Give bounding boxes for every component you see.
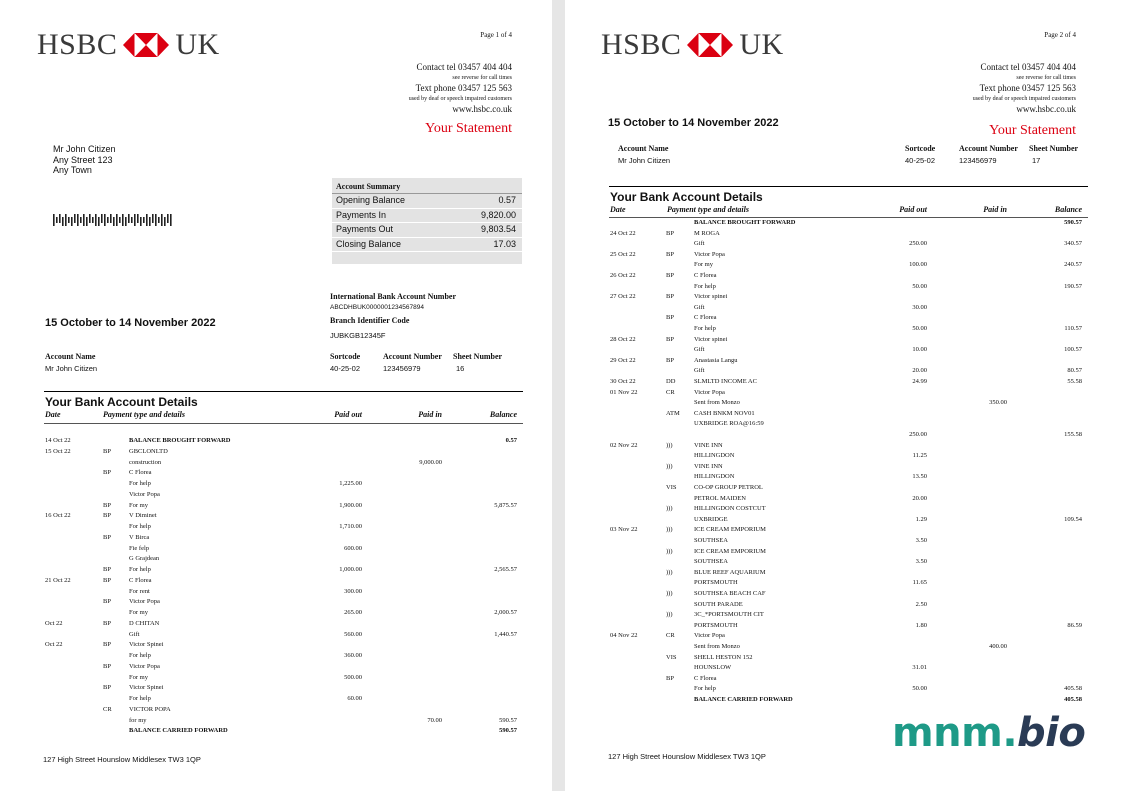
contact-block	[409, 62, 512, 115]
transaction-type: VIS	[666, 653, 677, 661]
transaction-balance: 405.58	[1064, 696, 1082, 703]
customer-address	[53, 144, 116, 176]
contact-web: www.hsbc.co.uk	[452, 104, 512, 114]
transaction-paid-out: 1,900.00	[339, 501, 362, 509]
transaction-paid-out: 10.00	[912, 346, 927, 354]
transaction-details: For help	[129, 523, 151, 530]
transaction-date: 02 Nov 22	[610, 441, 638, 449]
transaction-details: C Florea	[694, 674, 717, 682]
transaction-details: Victor Popa	[129, 598, 160, 606]
summary-label: Payments Out	[336, 224, 394, 234]
transaction-paid-out: 2.50	[915, 600, 927, 608]
transaction-details: Anastasia Langu	[694, 356, 738, 364]
transaction-details: for my	[129, 716, 147, 724]
watermark-logo	[892, 710, 1085, 756]
transaction-date: 27 Oct 22	[610, 293, 636, 301]
summary-row	[332, 238, 522, 253]
transaction-type: )))	[666, 590, 673, 597]
transaction-details: HOUNSLOW	[694, 664, 732, 672]
transaction-details: GBCLONLTD	[129, 447, 168, 455]
transaction-paid-in: 400.00	[989, 643, 1007, 650]
sheet-number-value: 16	[456, 364, 465, 373]
section-divider	[609, 186, 1088, 187]
postal-barcode-icon	[53, 212, 177, 228]
transaction-details: ICE CREAM EMPORIUM	[694, 547, 766, 555]
summary-row	[332, 223, 522, 238]
transaction-type: BP	[666, 314, 674, 322]
col-details: Payment type and details	[667, 205, 749, 214]
col-date: Date	[45, 410, 61, 419]
section-title: Your Bank Account Details	[610, 190, 763, 204]
transaction-paid-out: 11.65	[912, 579, 927, 587]
transaction-details: BALANCE BROUGHT FORWARD	[129, 437, 231, 444]
transaction-date: Oct 22	[45, 641, 63, 649]
transaction-details: VICTOR POPA	[129, 705, 171, 713]
transaction-type: CR	[103, 705, 112, 713]
transaction-type: BP	[103, 501, 111, 509]
transaction-details: BLUE REEF AQUARIUM	[694, 568, 766, 576]
transaction-type: BP	[103, 566, 111, 573]
transaction-details: ICE CREAM EMPORIUM	[694, 526, 766, 534]
transaction-paid-out: 3.50	[915, 558, 927, 566]
transaction-details: UXBRIDGE ROA@16:59	[694, 420, 764, 428]
transaction-details: CASH BNKM NOV01	[694, 409, 755, 417]
transaction-details: C Florea	[694, 314, 717, 322]
transaction-type: BP	[103, 598, 111, 606]
transaction-details: SHELL HESTON 152	[694, 653, 753, 661]
transaction-type: ATM	[666, 409, 680, 417]
statement-period: 15 October to 14 November 2022	[45, 317, 216, 329]
transaction-details: Gift	[694, 240, 705, 248]
transaction-details: SOUTH PARADE	[694, 600, 743, 608]
transaction-paid-out: 11.25	[912, 452, 927, 460]
transaction-details: For my	[129, 609, 148, 616]
transaction-paid-out: 100.00	[909, 261, 927, 269]
col-paid-in: Paid in	[983, 205, 1007, 214]
sortcode-value: 40-25-02	[330, 364, 361, 373]
watermark-part1: mnm.	[892, 710, 1018, 756]
statement-title: Your Statement	[989, 123, 1076, 138]
transaction-date: 04 Nov 22	[610, 632, 638, 640]
transaction-details: Victor Spinei	[129, 641, 164, 649]
transaction-paid-out: 360.00	[344, 652, 362, 659]
contact-tel: Contact tel 03457 404 404	[980, 62, 1076, 72]
address-line: Any Street 123	[53, 154, 113, 165]
footer-address: 127 High Street Hounslow Middlesex TW3 1QP	[43, 755, 201, 764]
transaction-date: 03 Nov 22	[610, 526, 638, 534]
transaction-details: SLMLTD INCOME AC	[694, 378, 757, 385]
transaction-paid-out: 250.00	[909, 431, 927, 438]
transaction-details: Gift	[694, 367, 705, 375]
footer-address: 127 High Street Hounslow Middlesex TW3 1QP	[608, 752, 766, 761]
statement-period: 15 October to 14 November 2022	[608, 117, 779, 129]
transaction-details: For help	[129, 480, 151, 487]
logo-text-left: HSBC	[37, 28, 118, 61]
bic-label: Branch Identifier Code	[330, 316, 410, 325]
transaction-details: SOUTHSEA BEACH CAF	[694, 590, 766, 597]
transaction-details: Victor Popa	[694, 388, 725, 396]
transaction-type: BP	[103, 469, 111, 477]
transaction-details: HILLINGDON COSTCUT	[694, 505, 766, 513]
transaction-paid-out: 1.80	[915, 621, 927, 629]
statement-title: Your Statement	[425, 121, 512, 136]
transaction-paid-out: 265.00	[344, 609, 362, 616]
transaction-details: For help	[694, 282, 716, 290]
transaction-type: )))	[666, 441, 673, 449]
transaction-type: BP	[103, 447, 111, 455]
transaction-type: BP	[666, 335, 674, 343]
transaction-paid-out: 20.00	[912, 367, 927, 375]
account-name-value: Mr John Citizen	[45, 364, 98, 373]
transaction-details: For help	[129, 652, 151, 659]
transaction-paid-out: 60.00	[347, 695, 362, 702]
transaction-type: BP	[666, 356, 674, 364]
transaction-details: For help	[694, 325, 716, 332]
hsbc-logo	[37, 28, 220, 62]
hsbc-hexagon-icon	[123, 33, 169, 57]
account-number-label: Account Number	[959, 144, 1018, 153]
transaction-date: 30 Oct 22	[610, 378, 636, 385]
transaction-paid-in: 350.00	[989, 399, 1007, 407]
transaction-details: D CHITAN	[129, 619, 160, 627]
transaction-details: Fie felp	[129, 544, 150, 552]
transaction-date: 21 Oct 22	[45, 576, 71, 584]
transaction-type: BP	[103, 684, 111, 692]
transaction-details: G Grajdean	[129, 555, 160, 563]
transaction-balance: 2,000.57	[494, 609, 517, 616]
transaction-details: C Florea	[129, 469, 152, 477]
col-date: Date	[610, 205, 626, 214]
transaction-balance: 590.57	[499, 727, 517, 735]
transaction-paid-out: 30.00	[912, 303, 927, 311]
transaction-paid-in: 9,000.00	[419, 458, 442, 466]
transaction-details: For help	[129, 695, 151, 702]
contact-textphone-note: used by deaf or speech impaired customers	[408, 95, 512, 102]
transaction-details: C Florea	[129, 576, 152, 584]
transaction-paid-out: 560.00	[344, 630, 362, 638]
transaction-details: Sent from Monzo	[694, 643, 740, 650]
header-divider	[609, 217, 1088, 218]
transaction-balance: 405.58	[1064, 685, 1082, 693]
transaction-balance: 86.59	[1067, 621, 1082, 629]
col-balance: Balance	[489, 410, 517, 419]
transaction-details: VINE INN	[694, 441, 723, 449]
transaction-details: CO-OP GROUP PETROL	[694, 484, 763, 491]
transaction-paid-out: 50.00	[912, 282, 927, 290]
transaction-details: Gift	[129, 630, 140, 638]
transaction-balance: 80.57	[1067, 367, 1082, 375]
transaction-date: 01 Nov 22	[610, 388, 638, 396]
col-details: Payment type and details	[103, 410, 185, 419]
transaction-date: Oct 22	[45, 619, 63, 627]
transaction-date: 24 Oct 22	[610, 229, 636, 237]
transaction-date: 26 Oct 22	[610, 272, 636, 279]
transaction-details: PETROL MAIDEN	[694, 494, 746, 502]
logo-text-right: UK	[739, 28, 784, 61]
contact-tel-note: see reverse for call times	[452, 74, 512, 81]
contact-textphone-note: used by deaf or speech impaired customers	[972, 95, 1076, 102]
col-paid-out: Paid out	[334, 410, 362, 419]
transaction-details: For help	[694, 685, 716, 693]
transaction-type: DD	[666, 378, 676, 385]
summary-value: 0.57	[498, 195, 516, 205]
transaction-type: )))	[666, 526, 673, 534]
sortcode-label: Sortcode	[905, 144, 936, 153]
transaction-details: VINE INN	[694, 462, 723, 470]
transaction-details: SOUTHSEA	[694, 558, 728, 566]
transaction-details: Victor Popa	[129, 490, 160, 498]
col-balance: Balance	[1054, 205, 1082, 214]
transaction-details: Victor Popa	[694, 250, 725, 258]
sortcode-value: 40-25-02	[905, 156, 936, 165]
transaction-date: 16 Oct 22	[45, 512, 71, 520]
transaction-balance: 110.57	[1064, 325, 1082, 332]
transaction-type: BP	[103, 512, 111, 520]
sheet-number-label: Sheet Number	[1029, 144, 1079, 153]
summary-row	[332, 194, 522, 209]
transaction-paid-out: 3.50	[915, 537, 927, 544]
transaction-balance: 1,440.57	[494, 630, 517, 638]
transaction-balance: 190.57	[1064, 282, 1082, 290]
transaction-type: )))	[666, 462, 673, 470]
transaction-type: BP	[666, 293, 674, 301]
transaction-type: CR	[666, 388, 675, 396]
transaction-details: For help	[129, 566, 151, 573]
statement-page-2	[565, 0, 1122, 791]
summary-value: 9,820.00	[480, 209, 516, 220]
transaction-paid-out: 13.50	[912, 473, 927, 481]
transaction-type: BP	[103, 641, 111, 649]
transaction-type: BP	[103, 576, 111, 584]
col-paid-out: Paid out	[899, 205, 927, 214]
account-number-value: 123456979	[383, 364, 421, 373]
summary-label: Payments In	[336, 209, 387, 220]
transaction-details: HILLINGDON	[694, 452, 735, 460]
transaction-details: PORTSMOUTH	[694, 621, 738, 629]
page-number: Page 2 of 4	[1044, 31, 1076, 39]
transaction-type: )))	[666, 547, 673, 555]
sheet-number-value: 17	[1032, 156, 1041, 165]
transaction-paid-out: 31.01	[912, 664, 927, 672]
transaction-balance: 5,875.57	[494, 501, 517, 509]
contact-block	[973, 62, 1076, 115]
summary-value: 9,803.54	[480, 224, 516, 234]
transaction-type: )))	[666, 505, 673, 513]
transaction-balance: 240.57	[1064, 261, 1082, 269]
transaction-details: construction	[129, 458, 162, 466]
summary-label: Closing Balance	[336, 238, 402, 249]
transaction-details: SOUTHSEA	[694, 537, 728, 544]
transaction-type: BP	[666, 674, 674, 682]
bic-value: JUBKGB12345F	[330, 331, 386, 340]
transaction-type: )))	[666, 568, 673, 576]
account-name-label: Account Name	[45, 352, 96, 361]
transaction-type: BP	[666, 250, 674, 258]
transaction-type: BP	[103, 533, 111, 541]
transaction-details: Sent from Monzo	[694, 399, 740, 407]
contact-textphone: Text phone 03457 125 563	[979, 83, 1076, 93]
transaction-balance: 0.57	[505, 437, 517, 444]
transaction-paid-out: 500.00	[344, 673, 362, 681]
transaction-details: BALANCE BROUGHT FORWARD	[694, 219, 796, 226]
transaction-paid-out: 1.29	[915, 515, 927, 523]
watermark-part2: bio	[1017, 710, 1086, 756]
transaction-balance: 2,565.57	[494, 566, 517, 573]
transaction-details: HILLINGDON	[694, 473, 735, 481]
transaction-balance: 155.58	[1064, 431, 1082, 438]
transaction-paid-out: 50.00	[912, 325, 927, 332]
hsbc-logo	[601, 28, 784, 62]
transaction-type: CR	[666, 632, 675, 640]
col-paid-in: Paid in	[418, 410, 442, 419]
transaction-type: )))	[666, 611, 673, 619]
transaction-type: BP	[666, 272, 674, 279]
iban-label: International Bank Account Number	[330, 292, 457, 301]
transaction-paid-out: 250.00	[909, 240, 927, 248]
statement-page-1	[0, 0, 552, 791]
transaction-date: 29 Oct 22	[610, 356, 636, 364]
transaction-paid-out: 24.99	[912, 378, 927, 385]
transaction-details: BALANCE CARRIED FORWARD	[694, 696, 793, 703]
transaction-date: 15 Oct 22	[45, 447, 71, 455]
transaction-details: For rent	[129, 587, 150, 595]
transaction-details: For my	[129, 501, 148, 509]
address-line: Any Town	[53, 165, 92, 175]
transaction-date: 28 Oct 22	[610, 335, 636, 343]
transaction-type: BP	[103, 619, 111, 627]
transaction-details: Gift	[694, 346, 705, 354]
logo-text-right: UK	[175, 28, 220, 61]
contact-tel-note: see reverse for call times	[1016, 74, 1076, 81]
sortcode-label: Sortcode	[330, 352, 361, 361]
summary-title: Account Summary	[332, 178, 522, 194]
transaction-details: Victor Popa	[694, 632, 725, 640]
transaction-details: Victor Spinei	[129, 684, 164, 692]
transaction-details: 3C_*PORTSMOUTH CIT	[694, 611, 764, 619]
transaction-paid-out: 20.00	[912, 494, 927, 502]
contact-web: www.hsbc.co.uk	[1016, 104, 1076, 114]
account-name-value: Mr John Citizen	[618, 156, 671, 165]
transaction-balance: 100.57	[1064, 346, 1082, 354]
hsbc-hexagon-icon	[687, 33, 733, 57]
transaction-type: BP	[103, 662, 111, 670]
transaction-details: Gift	[694, 303, 705, 311]
contact-tel: Contact tel 03457 404 404	[416, 62, 512, 72]
account-name-label: Account Name	[618, 144, 669, 153]
transaction-balance: 55.58	[1067, 378, 1082, 385]
account-number-value: 123456979	[959, 156, 997, 165]
transaction-details: M ROGA	[694, 229, 720, 237]
account-number-label: Account Number	[383, 352, 442, 361]
transaction-details: For my	[129, 673, 148, 681]
transaction-details: C Florea	[694, 272, 717, 279]
summary-row	[332, 209, 522, 224]
transaction-details: Victor spinei	[694, 335, 728, 343]
transaction-balance: 109.54	[1064, 515, 1082, 523]
iban-value: ABCDHBUK0000001234567894	[330, 304, 424, 311]
summary-label: Opening Balance	[336, 195, 406, 205]
summary-value: 17.03	[493, 238, 516, 249]
transaction-details: For my	[694, 261, 713, 269]
transaction-paid-out: 300.00	[344, 587, 362, 595]
transaction-date: 14 Oct 22	[45, 437, 71, 444]
transaction-details: PORTSMOUTH	[694, 579, 738, 587]
contact-textphone: Text phone 03457 125 563	[415, 83, 512, 93]
transaction-date: 25 Oct 22	[610, 250, 636, 258]
transaction-details: V Birca	[129, 533, 150, 541]
section-title: Your Bank Account Details	[45, 395, 198, 409]
section-divider	[44, 391, 523, 392]
transaction-paid-out: 1,000.00	[339, 566, 362, 573]
transaction-paid-out: 1,225.00	[339, 480, 362, 487]
transaction-balance: 590.57	[1064, 219, 1082, 226]
logo-text-left: HSBC	[601, 28, 682, 61]
transaction-details: V Diminet	[129, 512, 157, 520]
transaction-balance: 340.57	[1064, 240, 1082, 248]
header-divider	[44, 423, 523, 424]
sheet-number-label: Sheet Number	[453, 352, 503, 361]
page-number: Page 1 of 4	[480, 31, 512, 39]
transaction-details: Victor spinei	[694, 293, 728, 301]
transaction-details: UXBRIDGE	[694, 515, 728, 523]
address-line: Mr John Citizen	[53, 144, 116, 154]
transaction-details: Victor Popa	[129, 662, 160, 670]
transaction-type: VIS	[666, 484, 677, 491]
transaction-paid-in: 70.00	[427, 716, 442, 724]
account-summary	[332, 178, 522, 264]
transaction-details: BALANCE CARRIED FORWARD	[129, 727, 228, 735]
transaction-paid-out: 1,710.00	[339, 523, 362, 530]
transaction-paid-out: 50.00	[912, 685, 927, 693]
transaction-paid-out: 600.00	[344, 544, 362, 552]
transaction-type: BP	[666, 229, 674, 237]
transaction-balance: 590.57	[499, 716, 517, 724]
